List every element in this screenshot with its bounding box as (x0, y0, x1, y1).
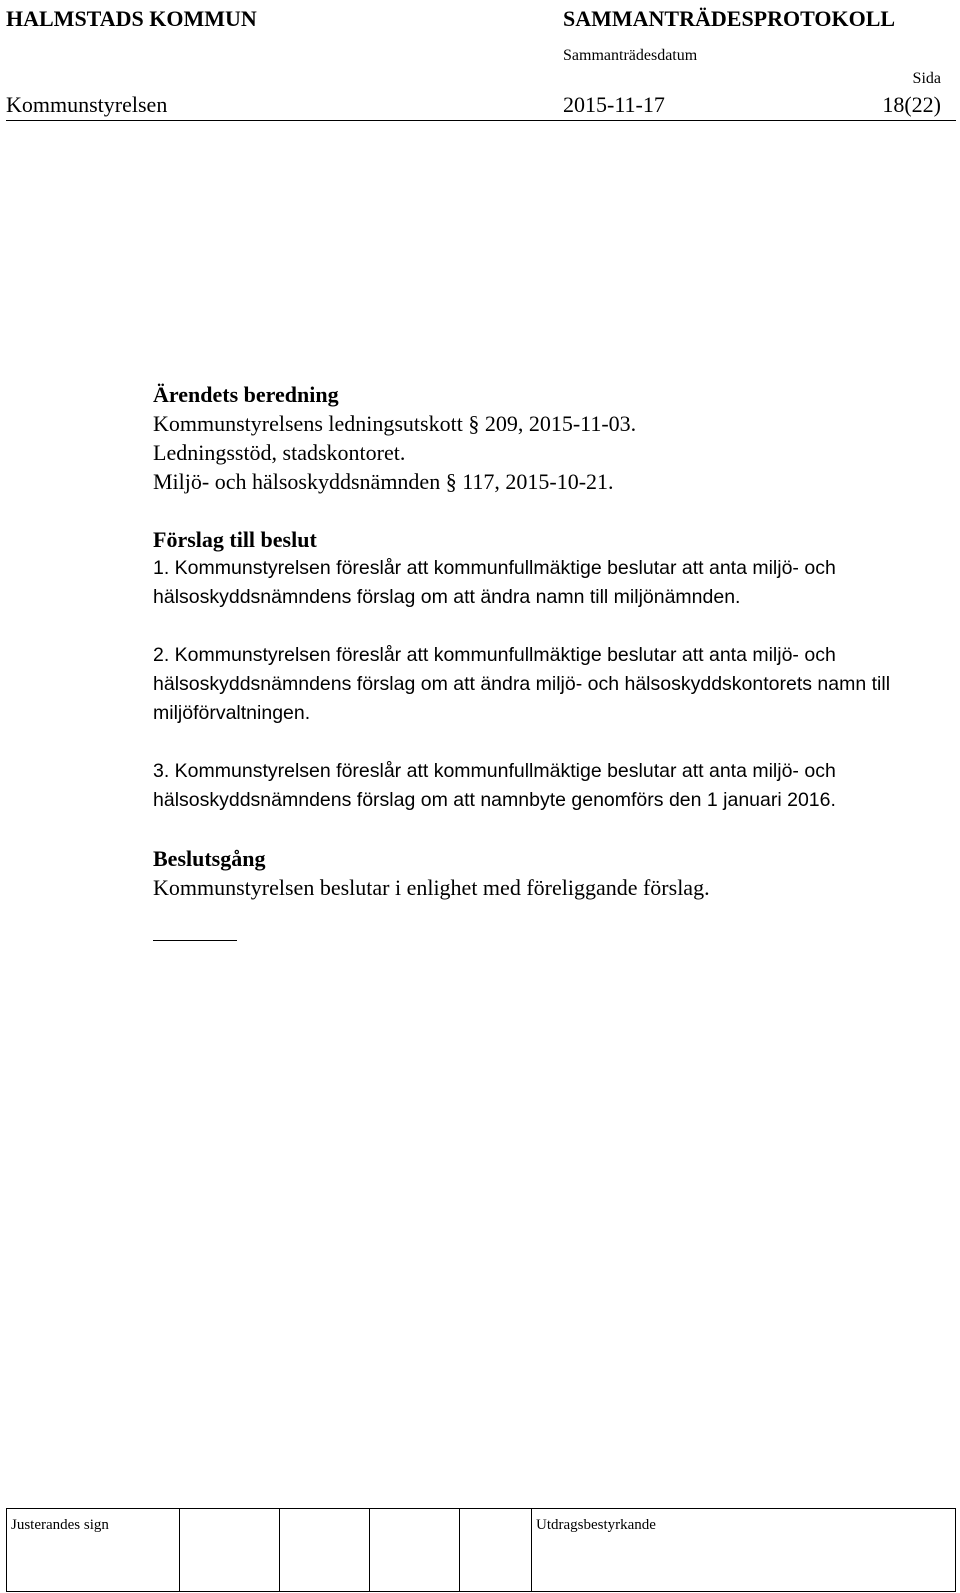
meeting-date: 2015-11-17 (563, 92, 665, 117)
page-number: 18(22) (882, 92, 941, 117)
committee-name: Kommunstyrelsen (6, 92, 168, 117)
justerandes-sign-label: Justerandes sign (11, 1517, 109, 1533)
beredning-line: Miljö- och hälsoskyddsnämnden § 117, 2015-10-21. (153, 469, 614, 494)
forslag-item-3: 3. Kommunstyrelsen föreslår att kommunfullmäktige beslutar att anta miljö- och hälsoskyddsnämndens förslag om att namnbyte genomförs den 1 januari 2016. (153, 760, 836, 811)
protocol-content (153, 380, 943, 941)
utdragsbestyrkande-label: Utdragsbestyrkande (536, 1517, 656, 1533)
end-of-section-rule (153, 940, 237, 941)
forslag-item-1: 1. Kommunstyrelsen föreslår att kommunfullmäktige beslutar att anta miljö- och hälsoskyddsnämndens förslag om att ändra namn till miljönämnden. (153, 557, 836, 608)
page-label: Sida (912, 70, 941, 87)
beredning-line: Kommunstyrelsens ledningsutskott § 209, 2015-11-03. (153, 411, 637, 436)
beslutsgang-heading: Beslutsgång (153, 846, 266, 871)
justerandes-sign-cell[interactable] (7, 1509, 179, 1591)
signature-table (6, 1508, 956, 1592)
header-rule (6, 120, 956, 121)
beredning-heading: Ärendets beredning (153, 382, 339, 407)
forslag-heading: Förslag till beslut (153, 527, 317, 552)
forslag-item-2: 2. Kommunstyrelsen föreslår att kommunfullmäktige beslutar att anta miljö- och hälsoskyddsnämndens förslag om att ändra miljö- och hälsoskyddskontorets namn till miljöförvaltningen. (153, 644, 891, 724)
utdragsbestyrkande-cell[interactable] (531, 1509, 955, 1591)
signature-cell-4[interactable] (369, 1509, 459, 1591)
meeting-date-label: Sammanträdesdatum (563, 47, 698, 64)
beslutsgang-text: Kommunstyrelsen beslutar i enlighet med föreliggande förslag. (153, 875, 710, 900)
signature-cell-2[interactable] (179, 1509, 279, 1591)
document-type: SAMMANTRÄDESPROTOKOLL (563, 6, 896, 31)
signature-cell-3[interactable] (279, 1509, 369, 1591)
organization-name: HALMSTADS KOMMUN (6, 6, 257, 31)
beredning-line: Ledningsstöd, stadskontoret. (153, 440, 406, 465)
signature-cell-5[interactable] (459, 1509, 531, 1591)
